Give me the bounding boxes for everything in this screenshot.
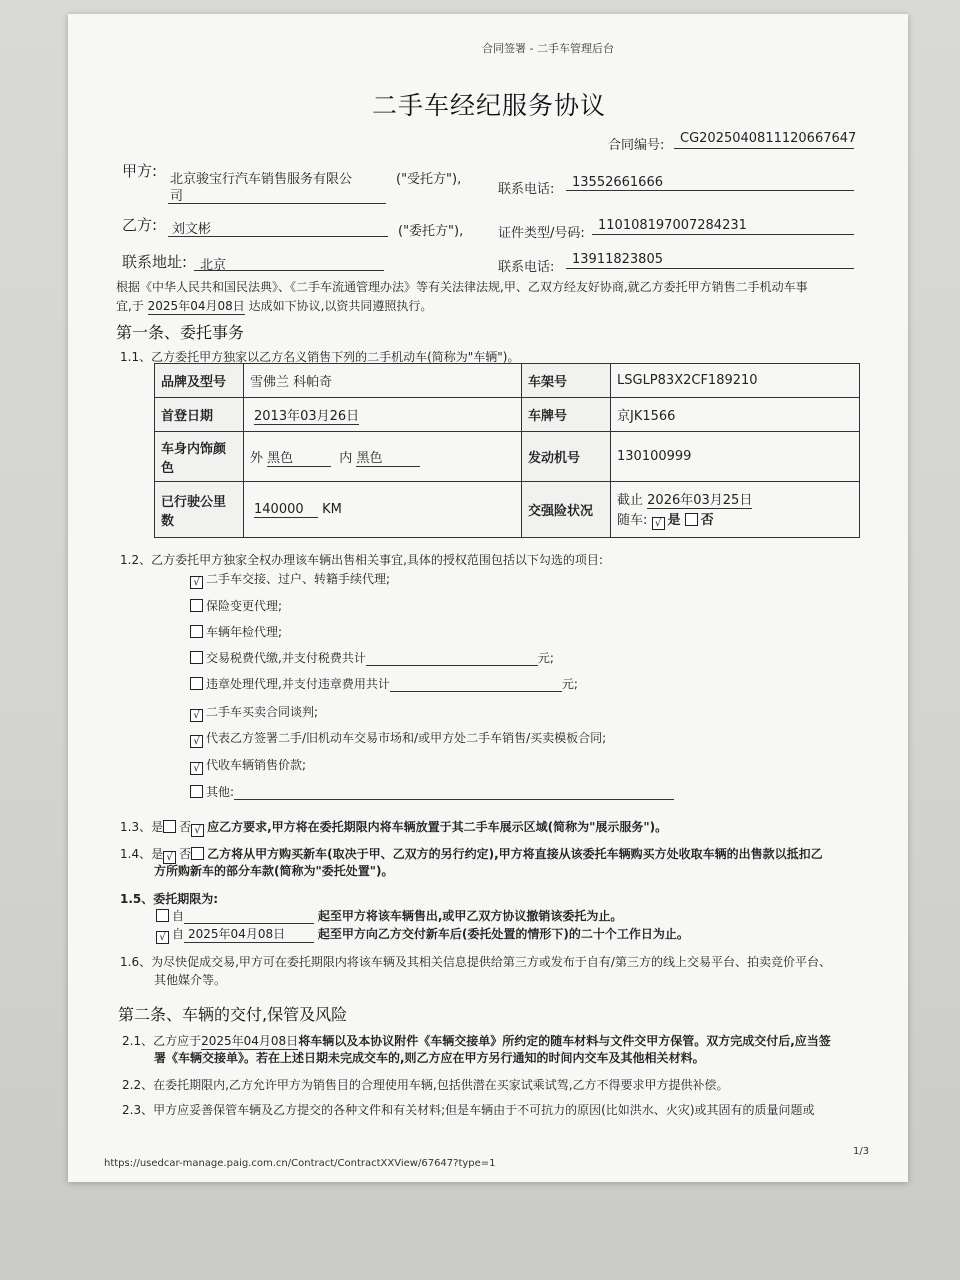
site-title: 合同签署 - 二手车管理后台 bbox=[482, 42, 614, 55]
intro-date: 2025年04月08日 bbox=[147, 299, 245, 313]
footer-url: https://usedcar-manage.paig.com.cn/Contract/ContractXXView/67647?type=1 bbox=[104, 1158, 496, 1169]
clause-2-2: 2.2、在委托期限内,乙方允许甲方为销售目的合理使用车辆,包括供潜在买家试乘试驾,乙方不得要求甲方提供补偿。 bbox=[122, 1078, 729, 1092]
option-tax bbox=[190, 649, 554, 666]
plate-value: 京JK1566 bbox=[611, 398, 860, 432]
option-checkbox[interactable]: √ bbox=[190, 709, 203, 722]
clause-1-6-cont: 其他媒介等。 bbox=[154, 973, 227, 987]
dispose-yes-checkbox[interactable]: √ bbox=[163, 851, 176, 864]
clause-1-3-no: 否 bbox=[179, 820, 192, 834]
ins-date: 2026年03月25日 bbox=[647, 489, 752, 509]
clause-1-3 bbox=[120, 818, 667, 837]
party-b-label: 乙方: bbox=[122, 216, 158, 234]
intro-suffix: 达成如下协议,以资共同遵照执行。 bbox=[248, 299, 433, 313]
option-checkbox[interactable] bbox=[190, 625, 203, 638]
clause-2-1 bbox=[122, 1032, 831, 1050]
clause-1-6: 1.6、为尽快促成交易,甲方可在委托期限内将该车辆及其相关信息提供给第三方或发布于自有/第三方的线上交易平台、拍卖竞价平台、 bbox=[120, 955, 831, 969]
party-a-phone: 13552661666 bbox=[572, 175, 663, 190]
yes-checkbox[interactable]: √ bbox=[652, 517, 665, 530]
page-number: 1/3 bbox=[853, 1146, 870, 1157]
vin-label: 车架号 bbox=[522, 364, 611, 398]
id-label: 证件类型/号码: bbox=[498, 226, 585, 241]
clause-1-2: 1.2、乙方委托甲方独家全权办理该车辆出售相关事宜,具体的授权范围包括以下勾选的项目: bbox=[120, 553, 603, 567]
party-a-label: 甲方: bbox=[122, 162, 158, 180]
option-checkbox[interactable]: √ bbox=[190, 735, 203, 748]
mileage-label: 已行驶公里数 bbox=[155, 482, 244, 538]
option-checkbox[interactable] bbox=[190, 651, 203, 664]
term-from-label: 自 bbox=[172, 927, 185, 941]
int-prefix: 内 bbox=[339, 450, 353, 466]
term-start-date: 2025年04月08日 bbox=[184, 925, 314, 943]
color-cell bbox=[244, 432, 522, 482]
contract-page bbox=[68, 14, 908, 1182]
table-row bbox=[155, 398, 860, 432]
color-label: 车身内饰颜色 bbox=[155, 432, 244, 482]
option-checkbox[interactable]: √ bbox=[190, 762, 203, 775]
reg-date-cell bbox=[244, 398, 522, 432]
table-row bbox=[155, 482, 860, 538]
brand-value: 雪佛兰 科帕奇 bbox=[244, 364, 522, 398]
show-no-checkbox[interactable]: √ bbox=[191, 824, 204, 837]
term-1-checkbox[interactable] bbox=[156, 909, 169, 922]
option-checkbox[interactable] bbox=[190, 599, 203, 612]
option-violation bbox=[190, 675, 578, 692]
contract-no-label: 合同编号: bbox=[608, 138, 665, 153]
insurance-label: 交强险状况 bbox=[522, 482, 611, 538]
option-label: 车辆年检代理; bbox=[206, 625, 283, 639]
option-label: 二手车交接、过户、转籍手续代理; bbox=[206, 572, 391, 586]
section-2-title: 第二条、车辆的交付,保管及风险 bbox=[118, 1005, 348, 1024]
clause-2-1-text: 将车辆以及本协议附件《车辆交接单》所约定的随车材料与文件交甲方保管。双方完成交付后,应当签 bbox=[298, 1034, 831, 1048]
option-checkbox[interactable] bbox=[190, 677, 203, 690]
option-label: 代表乙方签署二手/旧机动车交易市场和/或甲方处二手车销售/买卖模板合同; bbox=[206, 731, 607, 745]
option-collect-payment bbox=[190, 756, 306, 775]
option-label: 其他: bbox=[206, 785, 235, 799]
option-checkbox[interactable] bbox=[190, 785, 203, 798]
party-b-role: ("委托方"), bbox=[398, 224, 464, 239]
insurance-cell bbox=[611, 482, 860, 538]
reg-date-label: 首登日期 bbox=[155, 398, 244, 432]
show-yes-checkbox[interactable] bbox=[163, 820, 176, 833]
party-b-phone: 13911823805 bbox=[572, 252, 663, 267]
term-option-2 bbox=[156, 925, 689, 944]
clause-2-1-cont: 署《车辆交接单》。若在上述日期未完成交车的,则乙方应在甲方另行通知的时间内交车及其他相关材料。 bbox=[154, 1051, 705, 1065]
option-label: 保险变更代理; bbox=[206, 599, 283, 613]
party-b-address: 北京 bbox=[200, 258, 227, 273]
intro-line-1: 根据《中华人民共和国民法典》、《二手车流通管理办法》等有关法律法规,甲、乙双方经友好协商,就乙方委托甲方销售二手机动车事 bbox=[116, 280, 808, 294]
engine-label: 发动机号 bbox=[522, 432, 611, 482]
term-from-label: 自 bbox=[172, 909, 185, 923]
mileage-unit: KM bbox=[322, 501, 342, 517]
party-a-role: ("受托方"), bbox=[396, 172, 462, 187]
clause-1-3-yes: 1.3、是 bbox=[120, 820, 164, 834]
clause-2-3: 2.3、甲方应妥善保管车辆及乙方提交的各种文件和有关材料;但是车辆由于不可抗力的原因(比如洪水、火灾)或其固有的质量问题或 bbox=[122, 1103, 815, 1117]
reg-date-value: 2013年03月26日 bbox=[254, 405, 359, 425]
intro-prefix: 宜,于 bbox=[116, 299, 144, 313]
term-1-text: 起至甲方将该车辆售出,或甲乙双方协议撤销该委托为止。 bbox=[317, 909, 623, 923]
mileage-value: 140000 bbox=[254, 502, 318, 518]
term-2-checkbox[interactable]: √ bbox=[156, 931, 169, 944]
yes-label: 是 bbox=[667, 513, 681, 528]
clause-1-5: 1.5、委托期限为: bbox=[120, 892, 219, 906]
option-negotiation bbox=[190, 703, 318, 722]
party-b-name: 刘文彬 bbox=[172, 222, 212, 237]
option-insurance bbox=[190, 597, 282, 614]
int-color: 黑色 bbox=[356, 447, 420, 467]
term-option-1 bbox=[156, 907, 622, 924]
option-transfer bbox=[190, 570, 390, 589]
plate-label: 车牌号 bbox=[522, 398, 611, 432]
option-label: 违章处理代理,并支付违章费用共计 bbox=[206, 677, 390, 691]
option-checkbox[interactable]: √ bbox=[190, 576, 203, 589]
contract-no: CG2025040811120667647 bbox=[680, 131, 857, 146]
ext-prefix: 外 bbox=[250, 450, 264, 466]
engine-value: 130100999 bbox=[611, 432, 860, 482]
no-checkbox[interactable] bbox=[685, 513, 698, 526]
clause-1-3-text: 应乙方要求,甲方将在委托期限内将车辆放置于其二手车展示区域(简称为"展示服务")。 bbox=[207, 820, 668, 834]
phone-label-b: 联系电话: bbox=[498, 260, 555, 275]
clause-2-1-prefix: 2.1、乙方应于 bbox=[122, 1034, 202, 1048]
option-other bbox=[190, 783, 674, 800]
option-label: 二手车买卖合同谈判; bbox=[206, 705, 319, 719]
phone-label-a: 联系电话: bbox=[498, 182, 555, 197]
vehicle-table bbox=[154, 363, 860, 538]
brand-label: 品牌及型号 bbox=[155, 364, 244, 398]
party-b-id: 110108197007284231 bbox=[598, 218, 747, 233]
no-label: 否 bbox=[700, 513, 714, 528]
party-a-name-cont: 司 bbox=[170, 189, 184, 204]
party-a-name: 北京骏宝行汽车销售服务有限公 bbox=[170, 172, 353, 187]
mileage-cell bbox=[244, 482, 522, 538]
table-row bbox=[155, 432, 860, 482]
address-label: 联系地址: bbox=[122, 253, 188, 271]
vin-value: LSGLP83X2CF189210 bbox=[611, 364, 860, 398]
clause-1-4-no: 否 bbox=[179, 847, 192, 861]
ins-prefix: 截止 bbox=[617, 493, 644, 508]
unit-yuan: 元; bbox=[537, 651, 554, 665]
clause-1-1: 1.1、乙方委托甲方独家以乙方名义销售下列的二手机动车(简称为"车辆")。 bbox=[120, 350, 520, 364]
intro-line-2 bbox=[116, 297, 432, 315]
dispose-no-checkbox[interactable] bbox=[191, 847, 204, 860]
section-1-title: 第一条、委托事务 bbox=[116, 323, 245, 342]
option-inspection bbox=[190, 623, 282, 640]
option-label: 交易税费代缴,并支付税费共计 bbox=[206, 651, 366, 665]
clause-1-4-cont: 方所购新车的部分车款(简称为"委托处置")。 bbox=[154, 864, 394, 878]
clause-1-4-yes: 1.4、是 bbox=[120, 847, 164, 861]
ext-color: 黑色 bbox=[267, 447, 331, 467]
with-car-label: 随车: bbox=[617, 513, 648, 528]
unit-yuan: 元; bbox=[561, 677, 578, 691]
option-label: 代收车辆销售价款; bbox=[206, 758, 307, 772]
delivery-date: 2025年04月08日 bbox=[201, 1034, 299, 1048]
term-2-text: 起至甲方向乙方交付新车后(委托处置的情形下)的二十个工作日为止。 bbox=[317, 927, 689, 941]
clause-1-4-text: 乙方将从甲方购买新车(取决于甲、乙双方的另行约定),甲方将直接从该委托车辆购买方处收取车辆的出售款以抵扣乙 bbox=[207, 847, 823, 861]
document-title: 二手车经纪服务协议 bbox=[372, 91, 607, 120]
table-row bbox=[155, 364, 860, 398]
option-sign-contract bbox=[190, 729, 606, 748]
